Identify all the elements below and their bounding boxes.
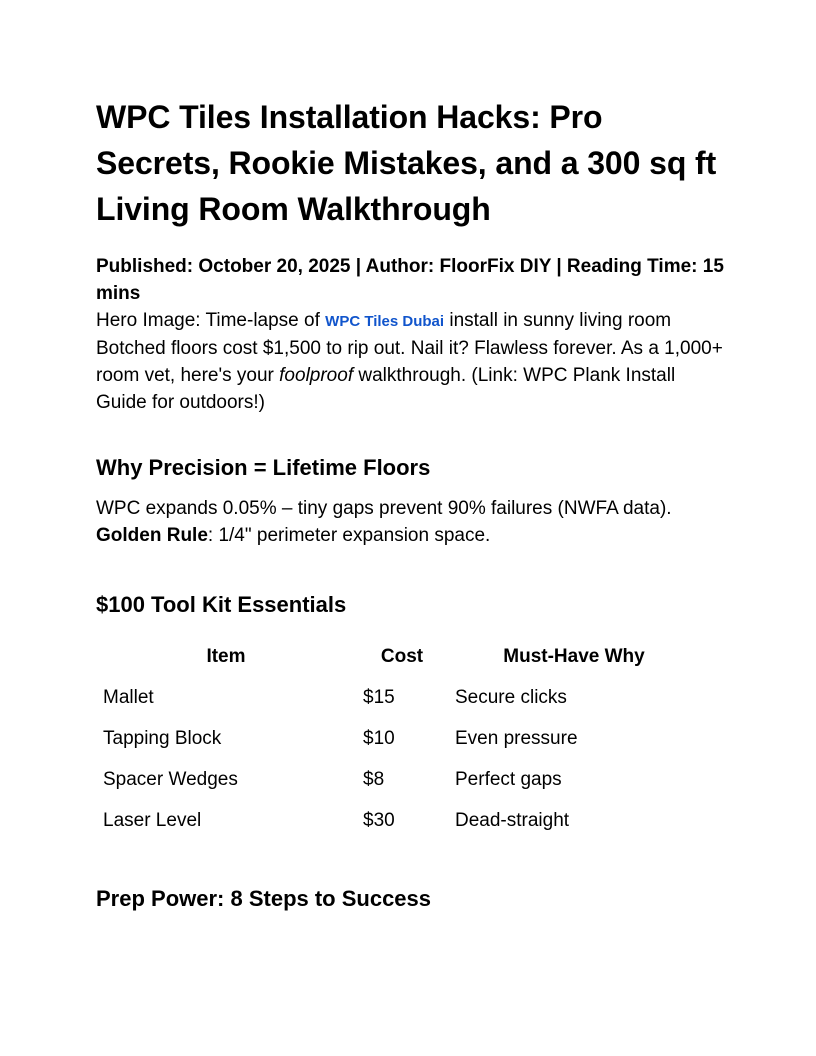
column-header-item: Item — [206, 646, 246, 667]
table-cell-cost: $10 — [363, 728, 395, 749]
heading-prep-power: Prep Power: 8 Steps to Success — [96, 886, 432, 911]
table-cell-item: Spacer Wedges — [103, 769, 238, 790]
heading-why-precision: Why Precision = Lifetime Floors — [96, 455, 431, 480]
table-cell-why: Secure clicks — [455, 687, 567, 708]
table-cell-cost: $15 — [363, 687, 395, 708]
table-cell-why: Dead-straight — [455, 810, 570, 831]
article-body — [96, 94, 726, 914]
table-cell-cost: $8 — [363, 769, 385, 790]
hero-suffix: install in sunny living room — [444, 310, 672, 331]
article-meta: Published: October 20, 2025 | Author: FloorFix DIY | Reading Time: 15 mins — [96, 256, 724, 304]
table-row — [96, 718, 700, 759]
golden-rule-label: Golden Rule — [96, 525, 208, 546]
table-cell-why: Perfect gaps — [455, 769, 562, 790]
table-cell-cost: $30 — [363, 810, 395, 831]
table-row — [96, 800, 700, 841]
hero-caption — [96, 307, 726, 335]
table-row — [96, 677, 700, 718]
intro-paragraph — [96, 335, 726, 416]
golden-rule-text: : 1/4" perimeter expansion space. — [207, 525, 491, 546]
table-row — [96, 759, 700, 800]
expansion-paragraph: WPC expands 0.05% – tiny gaps prevent 90% failures (NWFA data). — [96, 498, 672, 519]
intro-emphasis: foolproof — [279, 365, 354, 386]
wpc-tiles-dubai-link[interactable]: WPC Tiles Dubai — [325, 313, 445, 330]
column-header-why: Must-Have Why — [503, 646, 645, 667]
golden-rule — [96, 522, 726, 549]
table-header-row — [96, 636, 700, 677]
table-cell-why: Even pressure — [455, 728, 578, 749]
hero-prefix: Hero Image: Time-lapse of — [96, 310, 326, 331]
article-title: WPC Tiles Installation Hacks: Pro Secrets, Rookie Mistakes, and a 300 sq ft Living Room Walkthrough — [96, 99, 717, 227]
intro-after: walkthrough. (Link: WPC Plank Install Guide for outdoors!) — [96, 365, 676, 413]
table-cell-item: Laser Level — [103, 810, 202, 831]
table-cell-item: Tapping Block — [103, 728, 222, 749]
tool-kit-table — [96, 636, 700, 841]
heading-tool-kit: $100 Tool Kit Essentials — [96, 592, 347, 617]
intro-before: Botched floors cost $1,500 to rip out. Nail it? Flawless forever. As a 1,000+ room vet, here's your — [96, 338, 723, 386]
column-header-cost: Cost — [380, 646, 424, 667]
table-cell-item: Mallet — [103, 687, 154, 708]
